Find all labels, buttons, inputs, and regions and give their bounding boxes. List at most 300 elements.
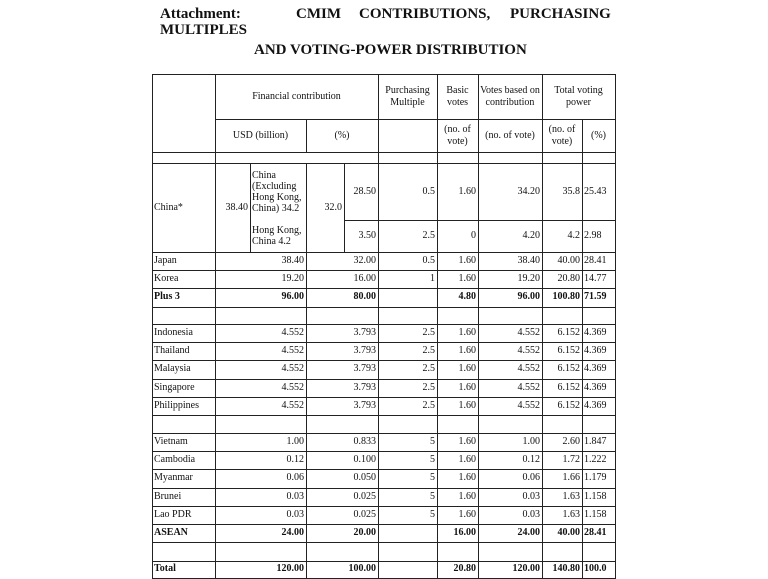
grid-line bbox=[152, 342, 153, 361]
grid-line bbox=[215, 360, 216, 379]
grid-line bbox=[306, 397, 307, 416]
cell-votes: 4.552 bbox=[517, 381, 540, 393]
cell-usd: 4.552 bbox=[281, 345, 304, 357]
cell-total: 40.00 bbox=[557, 255, 580, 266]
contribution-table bbox=[152, 74, 615, 579]
cell-mult: 2.5 bbox=[422, 363, 435, 375]
grid-line bbox=[542, 542, 543, 562]
grid-line bbox=[378, 379, 379, 398]
cell-mult: 5 bbox=[430, 490, 435, 502]
cell-total: 6.152 bbox=[557, 363, 580, 375]
grid-line bbox=[582, 469, 583, 488]
cell-pct: 20.00 bbox=[353, 527, 376, 538]
row-label: Indonesia bbox=[154, 327, 193, 338]
grid-line bbox=[378, 360, 379, 379]
row-label: Myanmar bbox=[154, 472, 193, 484]
cell-total: 6.152 bbox=[557, 381, 580, 393]
grid-line bbox=[306, 542, 307, 562]
grid-line bbox=[582, 288, 583, 307]
cell-pct: 16.00 bbox=[353, 273, 376, 285]
grid-line bbox=[582, 451, 583, 470]
title-word-purchasing: PURCHASING bbox=[510, 6, 611, 22]
grid-line bbox=[582, 324, 583, 343]
cell-votes: 0.12 bbox=[522, 454, 540, 466]
cell-mult: 5 bbox=[430, 454, 435, 466]
title-subheading: AND VOTING-POWER DISTRIBUTION bbox=[254, 42, 527, 58]
header-financial-contribution: Financial contribution bbox=[252, 90, 341, 102]
grid-line bbox=[437, 270, 438, 289]
cell-pct: 0.100 bbox=[353, 454, 376, 466]
grid-line bbox=[542, 506, 543, 525]
cell-basic: 1.60 bbox=[458, 508, 476, 520]
grid-line bbox=[215, 252, 216, 271]
grid-line bbox=[615, 163, 616, 253]
grid-line bbox=[478, 506, 479, 525]
cell-total-total: 140.80 bbox=[552, 563, 580, 574]
grid-line bbox=[615, 307, 616, 325]
grid-line bbox=[215, 163, 216, 253]
title-word-cmim: CMIM bbox=[296, 6, 341, 22]
cell-total: 1.72 bbox=[562, 454, 580, 466]
header-pct: (%) bbox=[334, 129, 350, 141]
cell-total-pct: 28.41 bbox=[584, 255, 607, 266]
row-label: Cambodia bbox=[154, 454, 196, 466]
grid-line bbox=[152, 542, 153, 562]
grid-line bbox=[344, 220, 616, 221]
grid-line bbox=[306, 488, 307, 507]
row-label: Singapore bbox=[154, 381, 195, 393]
cell-total: 1.63 bbox=[562, 508, 580, 520]
grid-line bbox=[215, 524, 216, 543]
header-total-pct: (%) bbox=[591, 129, 606, 141]
grid-line bbox=[615, 561, 616, 579]
grid-line bbox=[582, 307, 583, 325]
grid-line bbox=[542, 360, 543, 379]
grid-line bbox=[152, 270, 153, 289]
title-line-multiples: MULTIPLES bbox=[160, 22, 247, 38]
grid-line bbox=[306, 324, 307, 343]
grid-line bbox=[378, 506, 379, 525]
grid-line bbox=[152, 307, 616, 308]
grid-line bbox=[215, 397, 216, 416]
grid-line bbox=[582, 433, 583, 452]
row-label: Malaysia bbox=[154, 363, 191, 375]
cell-basic: 1.60 bbox=[458, 454, 476, 466]
grid-line bbox=[306, 163, 307, 253]
row-label: Thailand bbox=[154, 345, 190, 357]
grid-line bbox=[437, 379, 438, 398]
grid-line bbox=[378, 561, 379, 579]
grid-line bbox=[615, 451, 616, 470]
cell-votes: 38.40 bbox=[517, 255, 540, 266]
grid-line bbox=[542, 324, 543, 343]
grid-line bbox=[306, 342, 307, 361]
cell-mult: 2.5 bbox=[422, 345, 435, 357]
cell-total-pct: 4.369 bbox=[584, 363, 607, 375]
grid-line bbox=[437, 288, 438, 307]
grid-line bbox=[378, 488, 379, 507]
grid-line bbox=[542, 307, 543, 325]
grid-line bbox=[582, 415, 583, 434]
cell-basic: 1.60 bbox=[458, 399, 476, 411]
grid-line bbox=[478, 524, 479, 543]
grid-line bbox=[152, 415, 616, 416]
grid-line bbox=[478, 360, 479, 379]
grid-line bbox=[478, 561, 479, 579]
grid-line bbox=[152, 307, 153, 325]
grid-line bbox=[478, 451, 479, 470]
cell-usd: 4.552 bbox=[281, 363, 304, 375]
grid-line bbox=[152, 542, 616, 543]
header-total-unit: (no. of vote) bbox=[548, 123, 576, 147]
cell-mult: 5 bbox=[430, 472, 435, 484]
grid-line bbox=[615, 342, 616, 361]
cell-votes: 0.03 bbox=[522, 490, 540, 502]
cell-usd: 0.03 bbox=[286, 490, 304, 502]
grid-line bbox=[542, 433, 543, 452]
grid-line bbox=[306, 561, 307, 579]
row-label: Korea bbox=[154, 273, 179, 285]
cell-china-sub2-tpct: 2.98 bbox=[584, 230, 602, 241]
cell-mult bbox=[380, 524, 435, 542]
grid-line bbox=[437, 524, 438, 543]
header-votes-unit: (no. of vote) bbox=[485, 129, 535, 141]
grid-line bbox=[152, 379, 153, 398]
header-usd: USD (billion) bbox=[232, 129, 289, 141]
cell-usd: 38.40 bbox=[281, 255, 304, 266]
cell-basic: 1.60 bbox=[458, 490, 476, 502]
grid-line bbox=[378, 524, 379, 543]
grid-line bbox=[478, 74, 479, 153]
grid-line bbox=[437, 360, 438, 379]
row-label: Philippines bbox=[154, 399, 200, 411]
grid-line bbox=[152, 152, 616, 153]
cell-pct: 0.025 bbox=[353, 490, 376, 502]
cell-total-pct: 1.222 bbox=[584, 454, 607, 466]
row-label: ASEAN bbox=[154, 527, 188, 538]
cell-china-sub1-votes: 34.20 bbox=[517, 186, 540, 197]
cell-pct: 80.00 bbox=[353, 291, 376, 303]
grid-line bbox=[250, 163, 251, 253]
grid-line bbox=[437, 469, 438, 488]
grid-line bbox=[306, 506, 307, 525]
header-basic-votes: Basic votes bbox=[446, 84, 469, 108]
grid-line bbox=[306, 379, 307, 398]
cell-total-pct: 1.158 bbox=[584, 490, 607, 502]
grid-line bbox=[215, 561, 216, 579]
grid-line bbox=[152, 74, 616, 75]
grid-line bbox=[478, 324, 479, 343]
grid-line bbox=[378, 451, 379, 470]
grid-line bbox=[582, 561, 583, 579]
cell-total-pct-fin: 100.00 bbox=[348, 563, 376, 574]
grid-line bbox=[542, 270, 543, 289]
cell-total-pct: 71.59 bbox=[584, 291, 607, 303]
grid-line bbox=[542, 469, 543, 488]
grid-line bbox=[437, 542, 438, 562]
header-total-voting-power: Total voting power bbox=[554, 84, 603, 108]
cell-total-pct: 4.369 bbox=[584, 345, 607, 357]
grid-line bbox=[478, 415, 479, 434]
cell-usd: 0.03 bbox=[286, 508, 304, 520]
grid-line bbox=[152, 433, 153, 452]
cell-total-pct: 4.369 bbox=[584, 399, 607, 411]
row-label: Vietnam bbox=[154, 436, 188, 447]
cell-pct: 0.833 bbox=[353, 436, 376, 447]
china-sub-label: Hong Kong, China 4.2 bbox=[252, 225, 302, 247]
cell-total-pct: 1.158 bbox=[584, 508, 607, 520]
grid-line bbox=[437, 488, 438, 507]
grid-line bbox=[306, 360, 307, 379]
china-sub-label: China (Excluding Hong Kong, China) 34.2 bbox=[252, 169, 302, 214]
grid-line bbox=[306, 469, 307, 488]
grid-line bbox=[582, 488, 583, 507]
cell-total-pct: 4.369 bbox=[584, 381, 607, 393]
grid-line bbox=[378, 415, 379, 434]
grid-line bbox=[152, 324, 153, 343]
grid-line bbox=[152, 252, 153, 271]
cell-china-sub2-votes: 4.20 bbox=[522, 230, 540, 241]
cell-total: 100.80 bbox=[552, 291, 580, 303]
cell-votes: 4.552 bbox=[517, 327, 540, 338]
grid-line bbox=[378, 288, 379, 307]
cell-mult: 5 bbox=[430, 436, 435, 447]
cell-basic: 1.60 bbox=[458, 327, 476, 338]
cell-basic: 16.00 bbox=[453, 527, 476, 538]
grid-line bbox=[582, 252, 583, 271]
grid-line bbox=[378, 324, 379, 343]
grid-line bbox=[378, 342, 379, 361]
grid-line bbox=[478, 488, 479, 507]
cell-pct: 3.793 bbox=[353, 345, 376, 357]
grid-line bbox=[615, 360, 616, 379]
grid-line bbox=[582, 270, 583, 289]
grid-line bbox=[542, 488, 543, 507]
grid-line bbox=[344, 163, 345, 253]
grid-line bbox=[215, 288, 216, 307]
grid-line bbox=[306, 252, 307, 271]
grid-line bbox=[378, 433, 379, 452]
grid-line bbox=[437, 561, 438, 579]
grid-line bbox=[582, 342, 583, 361]
cell-usd: 0.06 bbox=[286, 472, 304, 484]
cell-china-sub1-total: 35.8 bbox=[562, 186, 580, 197]
grid-line bbox=[378, 163, 379, 253]
header-votes-based: Votes based on contribution bbox=[480, 84, 540, 108]
grid-line bbox=[152, 561, 153, 579]
cell-china-sub2-pct: 3.50 bbox=[358, 230, 376, 241]
cell-basic: 1.60 bbox=[458, 381, 476, 393]
grid-line bbox=[542, 561, 543, 579]
row-label-china: China* bbox=[154, 202, 183, 213]
grid-line bbox=[478, 397, 479, 416]
grid-line bbox=[215, 379, 216, 398]
grid-line bbox=[152, 288, 153, 307]
cell-pct: 3.793 bbox=[353, 399, 376, 411]
grid-line bbox=[152, 488, 153, 507]
grid-line bbox=[215, 270, 216, 289]
grid-line bbox=[615, 397, 616, 416]
grid-line bbox=[542, 397, 543, 416]
cell-basic: 1.60 bbox=[458, 345, 476, 357]
header-basic-unit: (no. of vote) bbox=[444, 123, 471, 147]
cell-usd: 19.20 bbox=[281, 273, 304, 285]
grid-line bbox=[542, 252, 543, 271]
grid-line bbox=[215, 451, 216, 470]
cell-total-pct: 14.77 bbox=[584, 273, 607, 285]
grid-line bbox=[378, 397, 379, 416]
header-purchasing-multiple: Purchasing Multiple bbox=[385, 84, 430, 108]
cell-votes: 4.552 bbox=[517, 363, 540, 375]
grid-line bbox=[152, 415, 153, 434]
grid-line bbox=[478, 379, 479, 398]
grid-line bbox=[542, 415, 543, 434]
grid-line bbox=[582, 379, 583, 398]
grid-line bbox=[152, 524, 153, 543]
grid-line bbox=[215, 342, 216, 361]
cell-total: 20.80 bbox=[557, 273, 580, 285]
grid-line bbox=[437, 506, 438, 525]
grid-line bbox=[215, 324, 216, 343]
cell-votes: 4.552 bbox=[517, 399, 540, 411]
cell-votes: 0.06 bbox=[522, 472, 540, 484]
grid-line bbox=[615, 506, 616, 525]
grid-line bbox=[306, 270, 307, 289]
cell-china-sub1-tpct: 25.43 bbox=[584, 186, 607, 197]
grid-line bbox=[152, 163, 153, 253]
grid-line bbox=[478, 307, 479, 325]
grid-line bbox=[215, 488, 216, 507]
grid-line bbox=[152, 451, 153, 470]
grid-line bbox=[542, 342, 543, 361]
cell-votes: 19.20 bbox=[517, 273, 540, 285]
cell-total: 2.60 bbox=[562, 436, 580, 447]
grid-line bbox=[437, 163, 438, 253]
cell-basic: 4.80 bbox=[458, 291, 476, 303]
grid-line bbox=[615, 324, 616, 343]
grid-line bbox=[437, 252, 438, 271]
cell-mult: 5 bbox=[430, 508, 435, 520]
grid-line bbox=[478, 542, 479, 562]
grid-line bbox=[437, 324, 438, 343]
grid-line bbox=[152, 506, 153, 525]
cell-votes: 1.00 bbox=[522, 436, 540, 447]
cell-basic: 1.60 bbox=[458, 273, 476, 285]
grid-line bbox=[437, 451, 438, 470]
grid-line bbox=[615, 524, 616, 543]
grid-line bbox=[478, 270, 479, 289]
grid-line bbox=[378, 74, 379, 153]
cell-basic: 1.60 bbox=[458, 436, 476, 447]
grid-line bbox=[378, 542, 379, 562]
cell-china-sub2-total: 4.2 bbox=[567, 230, 580, 241]
grid-line bbox=[615, 488, 616, 507]
grid-line bbox=[437, 74, 438, 153]
cell-mult bbox=[380, 288, 435, 306]
title-attachment: Attachment: bbox=[160, 6, 241, 22]
cell-total-tpct: 100.0 bbox=[584, 563, 607, 574]
grid-line bbox=[152, 360, 153, 379]
grid-line bbox=[478, 342, 479, 361]
grid-line bbox=[215, 119, 616, 120]
grid-line bbox=[437, 397, 438, 416]
cell-usd: 4.552 bbox=[281, 327, 304, 338]
grid-line bbox=[215, 469, 216, 488]
cell-china-sub2-basic: 0 bbox=[471, 230, 476, 241]
grid-line bbox=[615, 469, 616, 488]
grid-line bbox=[615, 252, 616, 271]
cell-total: 6.152 bbox=[557, 327, 580, 338]
grid-line bbox=[437, 307, 438, 325]
grid-line bbox=[615, 542, 616, 562]
cell-total-pct: 1.847 bbox=[584, 436, 607, 447]
row-label: Japan bbox=[154, 255, 177, 266]
cell-usd: 4.552 bbox=[281, 399, 304, 411]
grid-line bbox=[306, 524, 307, 543]
cell-total: 1.63 bbox=[562, 490, 580, 502]
cell-basic: 1.60 bbox=[458, 255, 476, 266]
cell-pct: 3.793 bbox=[353, 327, 376, 338]
cell-mult: 2.5 bbox=[422, 381, 435, 393]
grid-line bbox=[542, 524, 543, 543]
cell-total: 6.152 bbox=[557, 345, 580, 357]
cell-pct: 3.793 bbox=[353, 363, 376, 375]
cell-total-basic: 20.80 bbox=[453, 563, 476, 574]
row-label: Plus 3 bbox=[154, 291, 180, 303]
cell-pct: 0.050 bbox=[353, 472, 376, 484]
grid-line bbox=[215, 506, 216, 525]
grid-line bbox=[478, 252, 479, 271]
cell-total: 40.00 bbox=[557, 527, 580, 538]
grid-line bbox=[542, 379, 543, 398]
grid-line bbox=[582, 542, 583, 562]
grid-line bbox=[152, 469, 153, 488]
cell-usd: 24.00 bbox=[281, 527, 304, 538]
cell-total-votes: 120.00 bbox=[512, 563, 540, 574]
grid-line bbox=[615, 288, 616, 307]
grid-line bbox=[478, 288, 479, 307]
cell-votes: 0.03 bbox=[522, 508, 540, 520]
grid-line bbox=[378, 270, 379, 289]
grid-line bbox=[478, 163, 479, 253]
grid-line bbox=[306, 433, 307, 452]
cell-pct: 32.00 bbox=[353, 255, 376, 266]
grid-line bbox=[152, 74, 153, 153]
grid-line bbox=[306, 451, 307, 470]
cell-china-sub2-mult: 2.5 bbox=[422, 230, 435, 241]
cell-mult: 0.5 bbox=[422, 255, 435, 266]
grid-line bbox=[306, 415, 307, 434]
grid-line bbox=[378, 307, 379, 325]
cell-mult: 2.5 bbox=[422, 327, 435, 338]
grid-line bbox=[378, 469, 379, 488]
cell-usd: 4.552 bbox=[281, 381, 304, 393]
cell-votes: 4.552 bbox=[517, 345, 540, 357]
row-label-total: Total bbox=[154, 563, 176, 574]
grid-line bbox=[615, 433, 616, 452]
grid-line bbox=[542, 288, 543, 307]
cell-total-mult bbox=[380, 561, 435, 577]
grid-line bbox=[437, 342, 438, 361]
cell-total-pct: 1.179 bbox=[584, 472, 607, 484]
grid-line bbox=[615, 379, 616, 398]
grid-line bbox=[437, 433, 438, 452]
cell-total-pct: 28.41 bbox=[584, 527, 607, 538]
grid-line bbox=[152, 397, 153, 416]
cell-china-usd: 38.40 bbox=[225, 202, 248, 213]
grid-line bbox=[582, 360, 583, 379]
grid-line bbox=[215, 74, 216, 153]
